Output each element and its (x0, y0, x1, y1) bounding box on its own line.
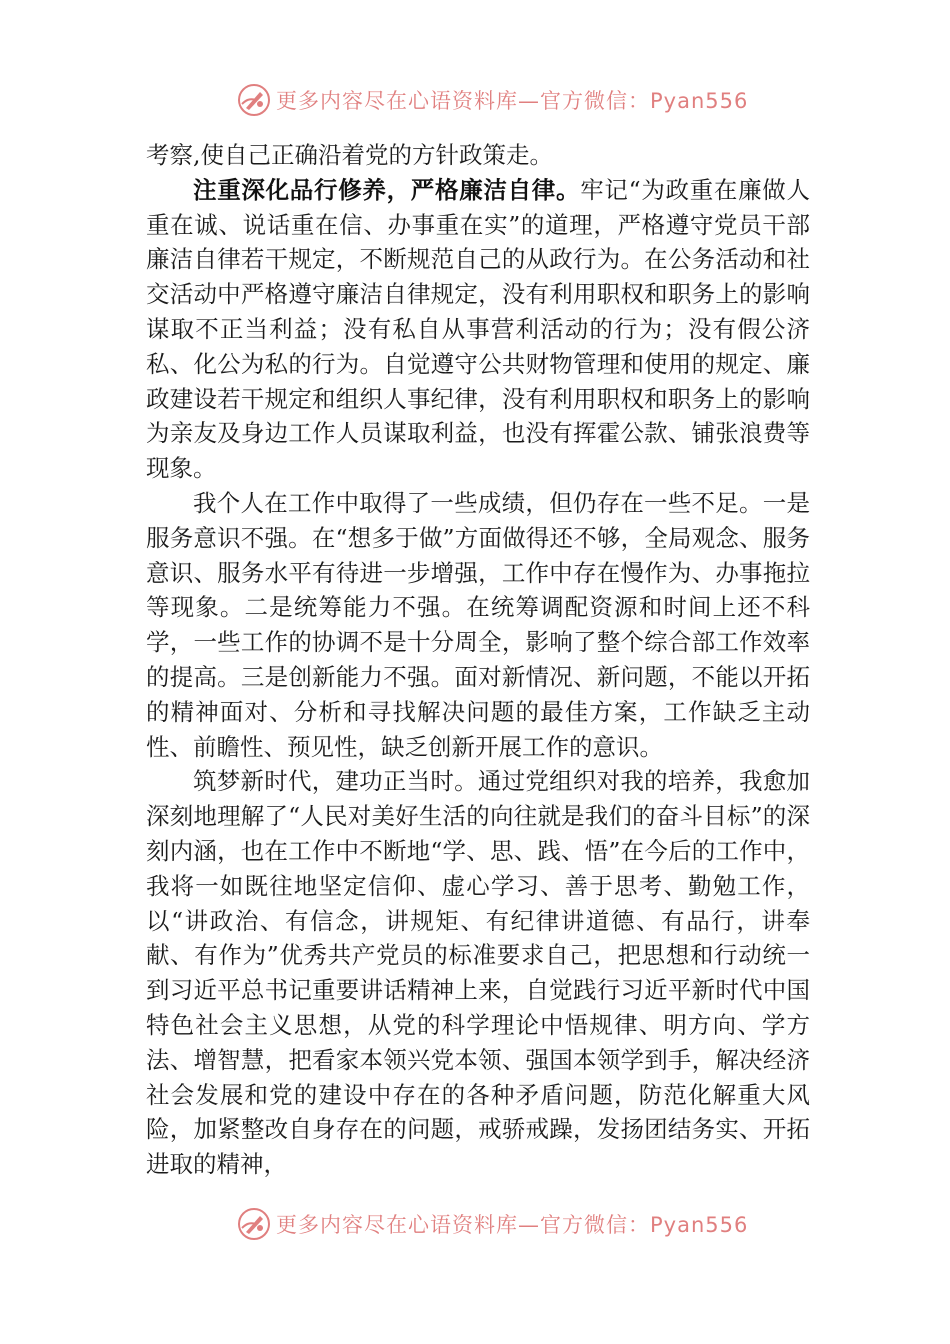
paragraph-1-text: 考察,使自己正确沿着党的方针政策走。 (146, 141, 553, 169)
footer-watermark (236, 1204, 756, 1240)
pen-nib-circle-logo-icon (236, 1206, 272, 1240)
document-body (146, 138, 810, 1182)
paragraph-2-text: 牢记“为政重在廉做人重在诚、说话重在信、办事重在实”的道理，严格遵守党员干部廉洁自律若干规定，不断规范自己的从政行为。在公务活动和社交活动中严格遵守廉洁自律规定，没有利用职权和职务上的影响谋取不正当利益；没有私自从事营利活动的行为；没有假公济私、化公为私的行为。自觉遵守公共财物管理和使用的规定、廉政建设若干规定和组织人事纪律，没有利用职权和职务上的影响为亲友及身边工作人员谋取利益，也没有挥霍公款、铺张浪费等现象。 (146, 175, 811, 483)
footer-watermark-text: 更多内容尽在心语资料库—官方微信：Pyan556 (276, 1213, 749, 1237)
pen-nib-circle-logo-icon (236, 82, 272, 118)
paragraph-4 (146, 764, 810, 1182)
header-watermark (236, 80, 756, 120)
watermark-text: 更多内容尽在心语资料库—官方微信：Pyan556 (276, 89, 749, 113)
paragraph-2-lead: 注重深化品行修养，严格廉洁自律。 (193, 175, 581, 204)
paragraph-2 (146, 173, 810, 486)
paragraph-3-text: 我个人在工作中取得了一些成绩，但仍存在一些不足。一是服务意识不强。在“想多于做”方面做得还不够，全局观念、服务意识、服务水平有待进一步增强，工作中存在慢作为、办事拖拉等现象。二是统筹能力不强。在统筹调配资源和时间上还不科学，一些工作的协调不是十分周全，影响了整个综合部工作效率的提高。三是创新能力不强。面对新情况、新问题，不能以开拓的精神面对、分析和寻找解决问题的最佳方案，工作缺乏主动性、前瞻性、预见性，缺乏创新开展工作的意识。 (146, 488, 810, 761)
paragraph-4-text: 筑梦新时代，建功正当时。通过党组织对我的培养，我愈加深刻地理解了“人民对美好生活的向往就是我们的奋斗目标”的深刻内涵，也在工作中不断地“学、思、践、悟”在今后的工作中，我将一如既往地坚定信仰、虚心学习、善于思考、勤勉工作，以“讲政治、有信念，讲规矩、有纪律讲道德、有品行，讲奉献、有作为”优秀共产党员的标准要求自己，把思想和行动统一到习近平总书记重要讲话精神上来，自觉践行习近平新时代中国特色社会主义思想，从党的科学理论中悟规律、明方向、学方法、增智慧，把看家本领兴党本领、强国本领学到手，解决经济社会发展和党的建设中存在的各种矛盾问题，防范化解重大风险，加紧整改自身存在的问题，戒骄戒躁，发扬团结务实、开拓进取的精神， (146, 767, 810, 1179)
paragraph-3 (146, 486, 810, 764)
paragraph-1 (146, 138, 810, 173)
